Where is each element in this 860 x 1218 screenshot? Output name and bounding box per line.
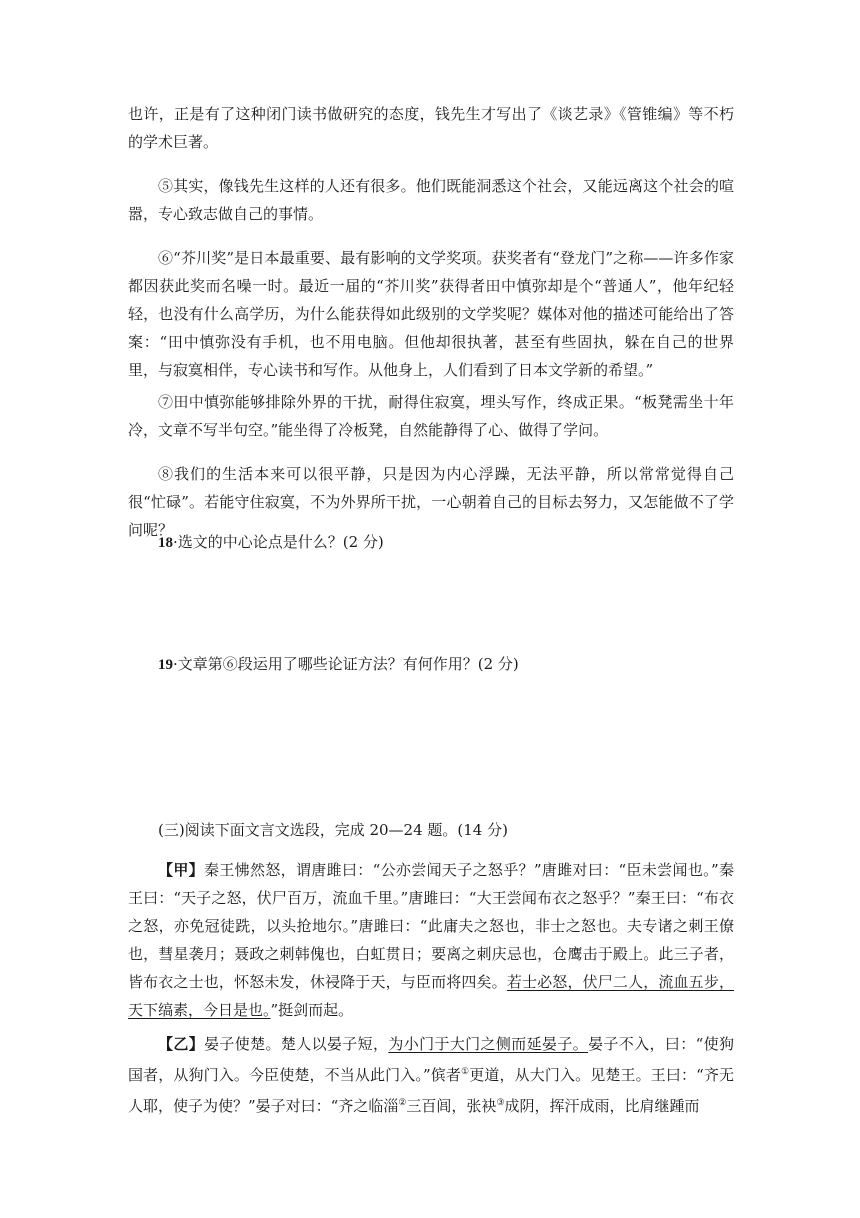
paragraph-5: ⑤其实，像钱先生这样的人还有很多。他们既能洞悉这个社会，又能远离这个社会的喧嚣，专心致志做自己的事情。	[128, 177, 734, 223]
footnote-mark: ①	[461, 1067, 470, 1077]
underlined-sentence: 为小门于大门之侧而延晏子。	[388, 1035, 589, 1053]
paragraph-8: ⑧我们的生活本来可以很平静，只是因为内心浮躁，无法平静，所以常常觉得自己很“忙碌”。若能守住寂寞，不为外界所干扰，一心朝着自己的目标去努力，又怎能做不了学问呢？	[128, 465, 734, 539]
passage-text: ”挺剑而起。	[270, 1001, 354, 1019]
passage-text: 更道，从大门入。见楚王。王曰：“齐无人耶，使子为使？”晏子对曰：“齐之临淄	[128, 1066, 735, 1115]
question-number: 19	[158, 657, 173, 673]
paragraph-7: ⑦田中慎弥能够排除外界的干扰，耐得住寂寞，埋头写作，终成正果。“板凳需坐十年冷，文章不写半句空。”能坐得了冷板凳，自然能静得了心、做得了学问。	[128, 393, 734, 439]
footnote-mark: ③	[496, 1098, 505, 1108]
passage-label: 【甲】	[158, 861, 204, 879]
question-number: 18	[158, 535, 173, 551]
paragraph-6: ⑥“芥川奖”是日本最重要、最有影响的文学奖项。获奖者有“登龙门”之称——许多作家都因获此奖而名噪一时。最近一届的“芥川奖”获得者田中慎弥却是个“普通人”，他年纪轻轻，也没有什么高学历，为什么能获得如此级别的文学奖呢？媒体对他的描述可能给出了答案：“田中慎弥没有手机，也不用电脑。但他却很执著，甚至有些固执，躲在自己的世界里，与寂寞相伴，专心读书和写作。从他身上，人们看到了日本文学新的希望。”	[128, 249, 734, 379]
paragraph-4-tail: 也许，正是有了这种闭门读书做研究的态度，钱先生才写出了《谈艺录》《管锥编》等不朽的学术巨著。	[128, 105, 734, 151]
passage-text: 晏子使楚。楚人以晏子短，	[204, 1035, 389, 1053]
question-18	[128, 528, 734, 557]
underlined-sentence: 若士必怒，伏尸二人，流血五步，天下缟素，今日是也。	[128, 973, 734, 1019]
passage-label: 【乙】	[158, 1035, 205, 1053]
passage-text: 三百闾，张袂	[406, 1097, 497, 1115]
question-text: ·选文的中心论点是什么？(2 分)	[173, 533, 384, 551]
passage-text: 晏子不入，曰：“使狗国者，从狗门入。今臣使楚，不当从此门入。”傧者	[128, 1035, 734, 1084]
question-text: ·文章第⑥段运用了哪些论证方法？有何作用？(2 分)	[173, 655, 519, 673]
footnote-mark: ②	[398, 1098, 407, 1108]
passage-jia	[128, 856, 734, 1024]
question-19	[128, 650, 734, 679]
passage-yi	[128, 1030, 734, 1120]
section-3-heading: (三)阅读下面文言文选段，完成 20—24 题。(14 分)	[158, 821, 508, 839]
passage-text: 秦王怫然怒，谓唐雎曰：“公亦尝闻天子之怒乎？”唐雎对曰：“臣未尝闻也。”秦王曰：“天子之怒，伏尸百万，流血千里。”唐雎曰：“大王尝闻布衣之怒乎？”秦王曰：“布衣之怒，亦免冠徒跣，以头抢地尔。”唐雎曰：“此庸夫之怒也，非士之怒也。夫专诸之刺王僚也，彗星袭月；聂政之刺韩傀也，白虹贯日；要离之刺庆忌也，仓鹰击于殿上。此三子者，皆布衣之士也，怀怒未发，休祲降于天，与臣而将四矣。	[128, 861, 734, 991]
passage-text: 成阴，挥汗成雨，比肩继踵而	[504, 1097, 700, 1115]
